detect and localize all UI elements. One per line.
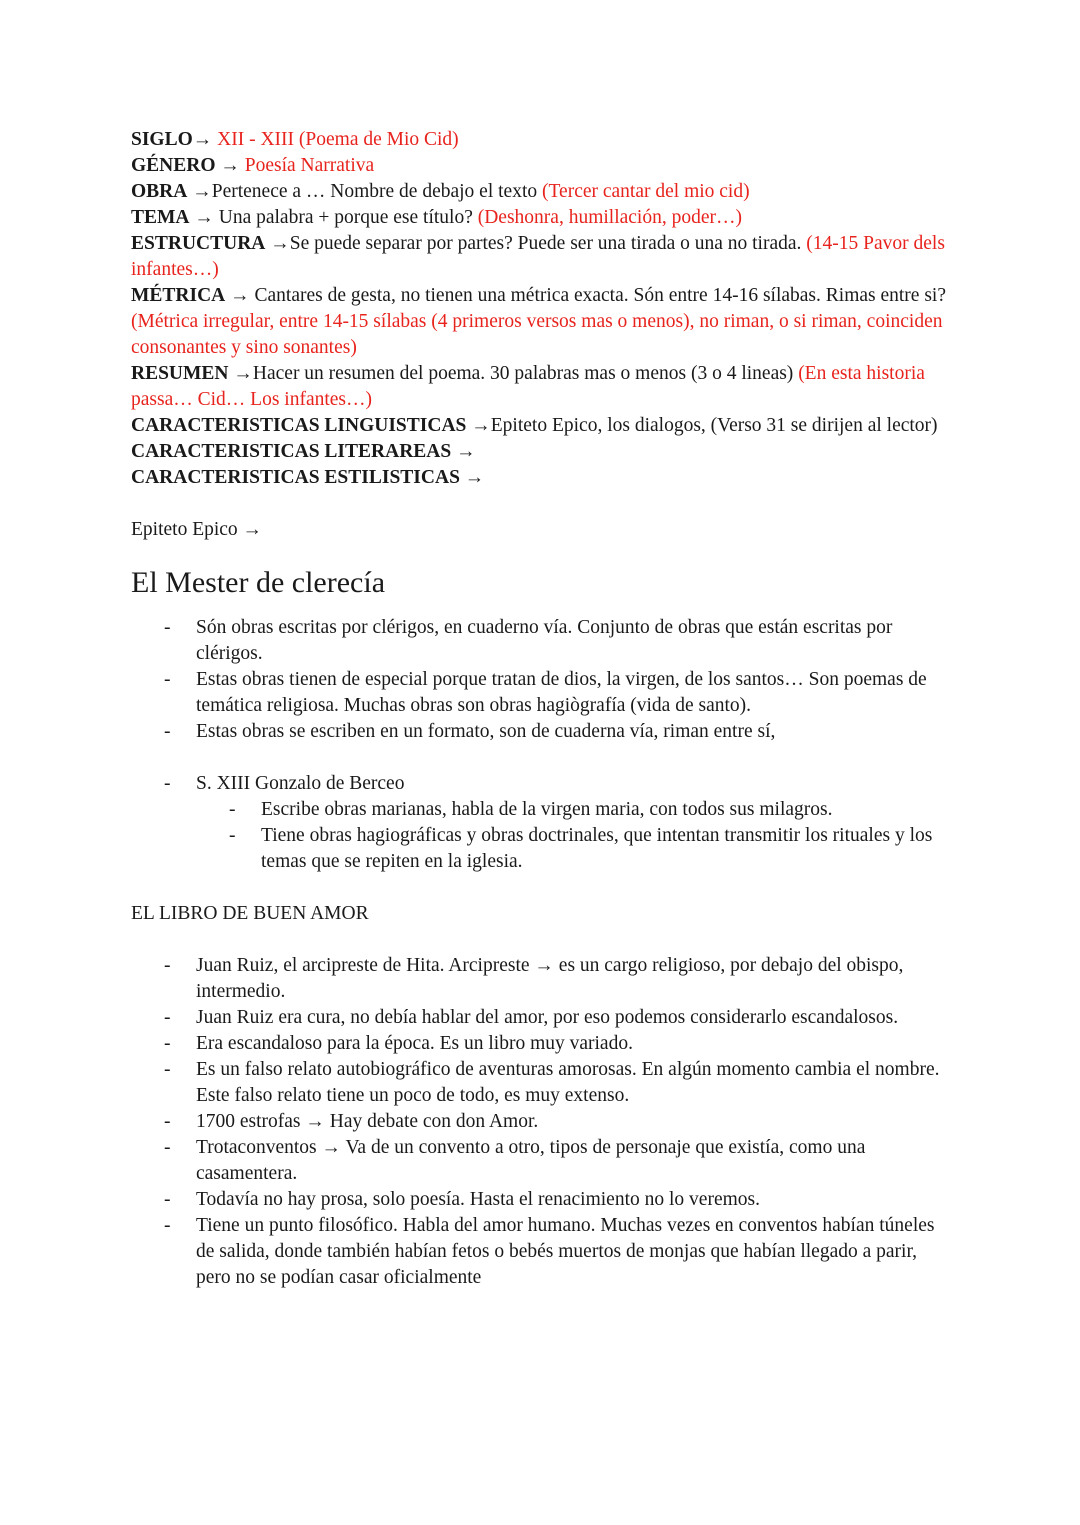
siglo-value: XII - XIII (Poema de Mio Cid) (217, 129, 459, 150)
estructura-text: →Se puede separar por partes? Puede ser una tirada o una no tirada. (265, 233, 807, 254)
metrica-label: MÉTRICA (131, 285, 226, 306)
siglo-line (131, 127, 950, 153)
genero-arrow: → (215, 155, 245, 176)
list-item: - Juan Ruiz, el arcipreste de Hita. Arcipreste → es un cargo religioso, por debajo del obispo, intermedio. (131, 953, 950, 1005)
linguisticas-text: →Epiteto Epico, los dialogos, (Verso 31 se dirijen al lector) (466, 415, 938, 436)
obra-label: OBRA (131, 181, 188, 202)
list-item: - Trotaconventos → Va de un convento a otro, tipos de personaje que existía, como una casamentera. (131, 1135, 950, 1187)
linguisticas-label: CARACTERISTICAS LINGUISTICAS (131, 415, 467, 436)
estructura-value: (14-15 Pavor dels infantes…) (131, 233, 945, 280)
resumen-line (131, 361, 950, 413)
spacer (131, 491, 950, 517)
berceo-list (131, 771, 950, 875)
libro-list (131, 953, 950, 1291)
estructura-label: ESTRUCTURA (131, 233, 266, 254)
metrica-text: → Cantares de gesta, no tienen una métrica exacta. Són entre 14-16 sílabas. Rimas entre si? (225, 285, 946, 306)
genero-label: GÉNERO (131, 155, 216, 176)
list-item: - Es un falso relato autobiográfico de aventuras amorosas. En algún momento cambia el nombre. Este falso relato tiene un poco de todo, es muy extenso. (131, 1057, 950, 1109)
siglo-arrow: → (192, 129, 213, 150)
spacer (131, 745, 950, 771)
mester-list (131, 615, 950, 745)
mester-heading: El Mester de clerecía (131, 566, 386, 599)
obra-text: →Pertenece a … Nombre de debajo el texto (187, 181, 542, 202)
tema-label: TEMA (131, 207, 190, 228)
list-item: - Todavía no hay prosa, solo poesía. Hasta el renacimiento no lo veremos. (131, 1187, 950, 1213)
siglo-label: SIGLO (131, 129, 193, 150)
list-item: - Juan Ruiz era cura, no debía hablar del amor, por eso podemos considerarlo escandalosos. (131, 1005, 950, 1031)
metrica-line (131, 283, 950, 361)
list-item: - Estas obras tienen de especial porque tratan de dios, la virgen, de los santos… Son poemas de temática religiosa. Muchas obras son obras hagiògrafía (vida de santo). (131, 667, 950, 719)
berceo-item (131, 771, 950, 875)
resumen-label: RESUMEN (131, 363, 229, 384)
list-item: - 1700 estrofas → Hay debate con don Amor. (131, 1109, 950, 1135)
spacer (131, 875, 950, 901)
list-item: - Tiene obras hagiográficas y obras doctrinales, que intentan transmitir los rituales y los temas que se repiten en la iglesia. (196, 823, 950, 875)
list-item: - Tiene un punto filosófico. Habla del amor humano. Muchas vezes en conventos habían túneles de salida, donde también habían fetos o bebés muertos de monjas que habían llegado a parir, pero no se podían casar oficialmente (131, 1213, 950, 1291)
estructura-line (131, 231, 950, 283)
resumen-value: (En esta historia passa… Cid… Los infantes…) (131, 363, 925, 410)
metrica-value: (Métrica irregular, entre 14-15 sílabas (4 primeros versos mas o menos), no riman, o si riman, coinciden consonantes y sino sonantes) (131, 311, 943, 358)
tema-value: (Deshonra, humillación, poder…) (477, 207, 742, 228)
list-item: - Són obras escritas por clérigos, en cuaderno vía. Conjunto de obras que están escritas por clérigos. (131, 615, 950, 667)
list-item: - Era escandaloso para la época. Es un libro muy variado. (131, 1031, 950, 1057)
genero-value: Poesía Narrativa (244, 155, 375, 176)
epiteto-line: Epiteto Epico → (131, 519, 263, 540)
list-item: - Estas obras se escriben en un formato, son de cuaderna vía, riman entre sí, (131, 719, 950, 745)
libro-heading: EL LIBRO DE BUEN AMOR (131, 903, 369, 924)
berceo-label: S. XIII Gonzalo de Berceo (196, 773, 405, 794)
linguisticas-line (131, 413, 950, 439)
obra-line (131, 179, 950, 205)
obra-value: (Tercer cantar del mio cid) (542, 181, 750, 202)
tema-line (131, 205, 950, 231)
tema-text: → Una palabra + porque ese título? (189, 207, 478, 228)
genero-line (131, 153, 950, 179)
resumen-text: →Hacer un resumen del poema. 30 palabras mas o menos (3 o 4 lineas) (228, 363, 799, 384)
literareas-line: CARACTERISTICAS LITERAREAS → (131, 441, 476, 462)
berceo-sublist (196, 797, 950, 875)
list-item: - Escribe obras marianas, habla de la virgen maria, con todos sus milagros. (196, 797, 950, 823)
estilisticas-line: CARACTERISTICAS ESTILISTICAS → (131, 467, 485, 488)
spacer (131, 927, 950, 953)
